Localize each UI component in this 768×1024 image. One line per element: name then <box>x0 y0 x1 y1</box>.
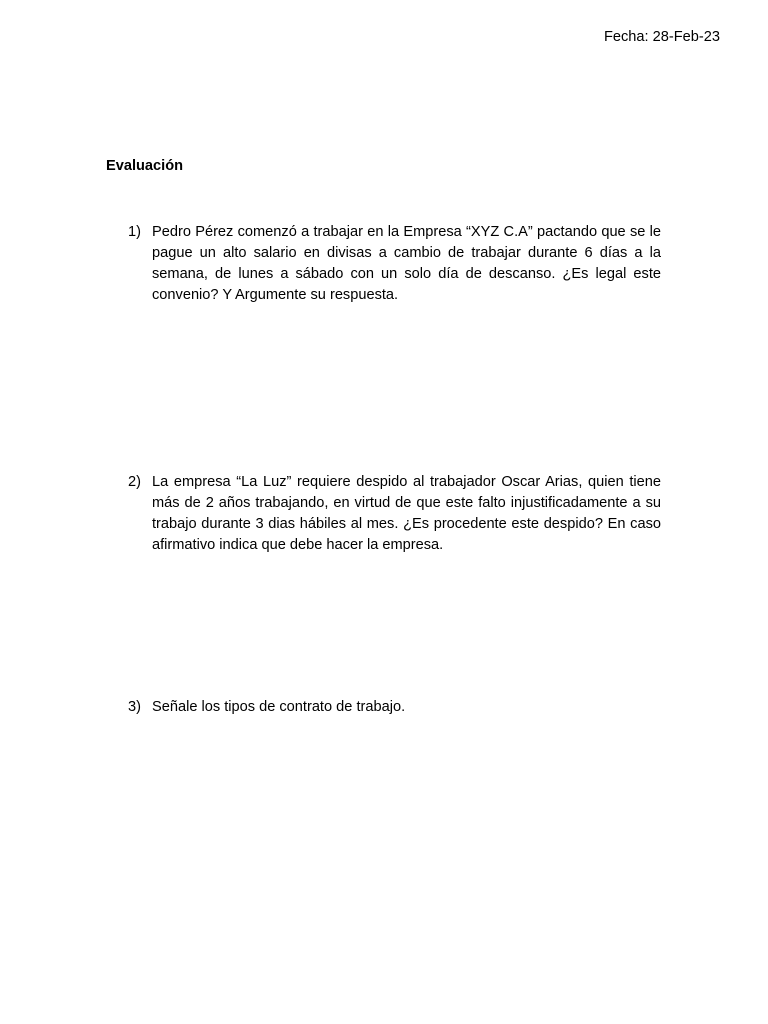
question-item <box>128 472 661 556</box>
question-item <box>128 697 661 718</box>
question-text: Pedro Pérez comenzó a trabajar en la Empresa “XYZ C.A” pactando que se le pague un alto salario en divisas a cambio de trabajar durante 6 días a la semana, de lunes a sábado con un solo día de descanso. ¿Es legal este convenio? Y Argumente su respuesta. <box>152 224 661 303</box>
question-number: 3) <box>128 699 141 715</box>
question-item <box>128 222 661 306</box>
question-text: Señale los tipos de contrato de trabajo. <box>152 699 406 715</box>
question-number: 1) <box>128 224 141 240</box>
document-date: Fecha: 28-Feb-23 <box>603 29 720 45</box>
question-text: La empresa “La Luz” requiere despido al trabajador Oscar Arias, quien tiene más de 2 años trabajando, en virtud de que este falto injustificadamente a su trabajo durante 3 dias hábiles al mes. ¿Es procedente este despido? En caso afirmativo indica que debe hacer la empresa. <box>152 474 661 553</box>
document-title: Evaluación <box>106 158 184 174</box>
question-number: 2) <box>128 474 141 490</box>
